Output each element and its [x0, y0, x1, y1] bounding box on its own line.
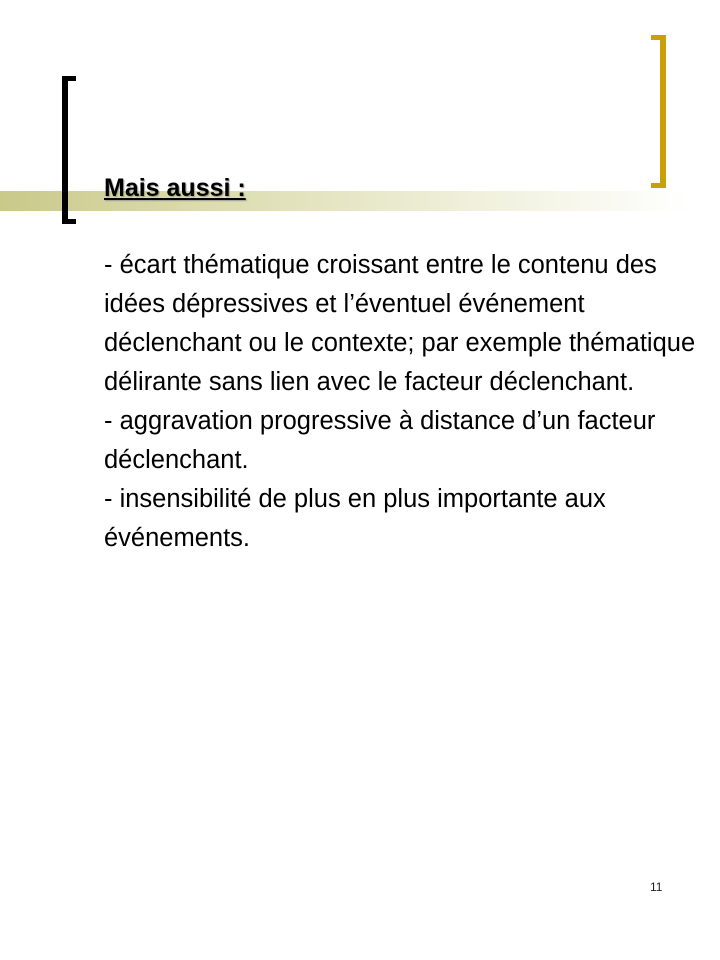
slide-content: [104, 170, 704, 558]
spacer: [104, 206, 704, 246]
page-number: 11: [650, 880, 663, 894]
bullet-paragraph-1: - écart thématique croissant entre le contenu des idées dépressives et l’éventuel événement déclenchant ou le contexte; par exemple thématique délirante sans lien avec le facteur déclenchant.: [104, 251, 696, 396]
bullet-paragraph-2: - aggravation progressive à distance d’un facteur déclenchant.: [104, 407, 656, 474]
right-bracket-decoration: [651, 35, 666, 188]
slide-heading: Mais aussi :: [104, 174, 246, 202]
left-bracket-decoration: [62, 76, 76, 224]
bullet-paragraph-3: - insensibilité de plus en plus importante aux événements.: [104, 485, 606, 552]
